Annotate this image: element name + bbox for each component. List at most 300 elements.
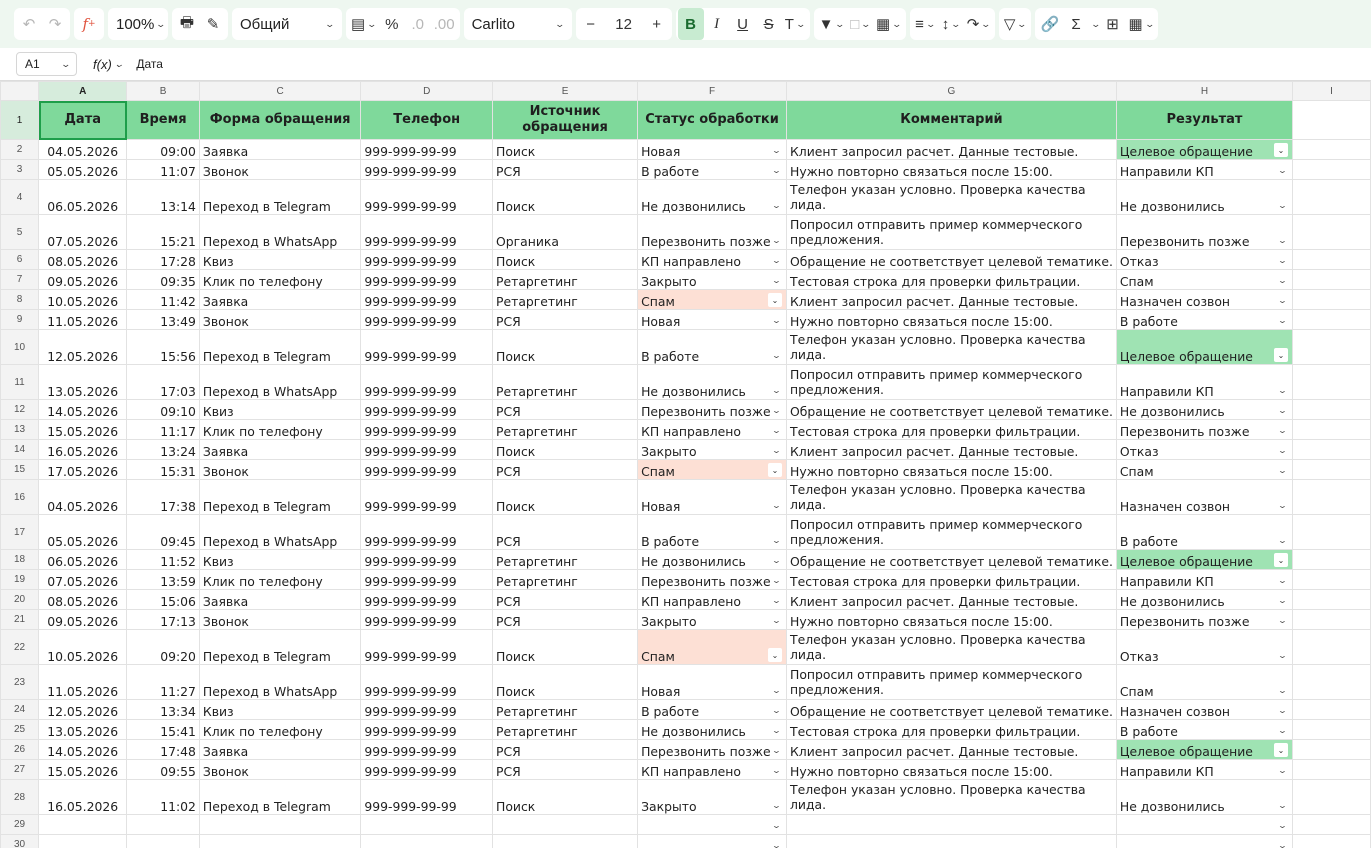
cell-source[interactable]: Поиск [493, 665, 638, 700]
cell-time[interactable]: 17:48 [127, 740, 200, 760]
cell-source[interactable]: Ретаргетинг [493, 720, 638, 740]
cell-phone[interactable]: 999-999-99-99 [361, 610, 493, 630]
cell-phone[interactable]: 999-999-99-99 [361, 460, 493, 480]
column-header[interactable]: A [39, 82, 127, 101]
row-number[interactable]: 26 [1, 740, 39, 760]
cell-form[interactable] [199, 835, 361, 848]
dropdown-arrow-icon[interactable]: ⌄ [1277, 651, 1288, 660]
dropdown-arrow-icon[interactable]: ⌄ [1277, 201, 1288, 210]
header-cell-form[interactable]: Форма обращения [199, 101, 361, 140]
cell-phone[interactable]: 999-999-99-99 [361, 550, 493, 570]
cell-time[interactable]: 13:24 [127, 440, 200, 460]
cell-phone[interactable]: 999-999-99-99 [361, 330, 493, 365]
cell-date[interactable]: 17.05.2026 [39, 460, 127, 480]
cell-source[interactable]: РСЯ [493, 160, 638, 180]
cell-status[interactable] [638, 760, 787, 780]
empty-cell[interactable] [1293, 835, 1371, 848]
cell-time[interactable]: 09:35 [127, 270, 200, 290]
table-icon[interactable]: ▦ ⌄ [1128, 16, 1155, 33]
cell-status[interactable] [638, 480, 787, 515]
cell-time[interactable]: 17:13 [127, 610, 200, 630]
cell-time[interactable]: 09:55 [127, 760, 200, 780]
dropdown-arrow-icon[interactable]: ⌄ [1277, 536, 1288, 545]
cell-date[interactable]: 10.05.2026 [39, 630, 127, 665]
cell-comment[interactable]: Телефон указан условно. Проверка качества лида. [787, 330, 1117, 365]
cell-comment[interactable]: Клиент запросил расчет. Данные тестовые. [787, 440, 1117, 460]
cell-source[interactable] [493, 835, 638, 848]
cell-comment[interactable]: Попросил отправить пример коммерческого предложения. [787, 665, 1117, 700]
dropdown-arrow-icon[interactable]: ⌄ [1277, 686, 1288, 695]
header-cell-time[interactable]: Время [127, 101, 200, 140]
cell-date[interactable]: 07.05.2026 [39, 570, 127, 590]
cell-phone[interactable]: 999-999-99-99 [361, 290, 493, 310]
row-number[interactable]: 14 [1, 440, 39, 460]
row-number[interactable]: 23 [1, 665, 39, 700]
cell-comment[interactable]: Тестовая строка для проверки фильтрации. [787, 570, 1117, 590]
column-header[interactable]: C [199, 82, 361, 101]
empty-cell[interactable] [1293, 250, 1371, 270]
cell-form[interactable]: Переход в Telegram [199, 780, 361, 815]
dropdown-arrow-icon[interactable]: ⌄ [1277, 466, 1288, 475]
cell-phone[interactable]: 999-999-99-99 [361, 780, 493, 815]
link-icon[interactable]: 🔗 [1040, 16, 1060, 33]
row-number[interactable]: 24 [1, 700, 39, 720]
cell-result[interactable] [1116, 215, 1292, 250]
filter-icon[interactable]: ▽ ⌄ [1003, 16, 1028, 33]
dropdown-arrow-icon[interactable]: ⌄ [771, 686, 782, 695]
cell-result[interactable] [1116, 365, 1292, 400]
cell-comment[interactable]: Попросил отправить пример коммерческого предложения. [787, 215, 1117, 250]
cell-comment[interactable]: Нужно повторно связаться после 15:00. [787, 460, 1117, 480]
cell-date[interactable]: 13.05.2026 [39, 720, 127, 740]
cell-source[interactable]: Поиск [493, 250, 638, 270]
cell-result[interactable] [1116, 420, 1292, 440]
cell-status[interactable] [638, 460, 787, 480]
empty-cell[interactable] [1293, 480, 1371, 515]
cell-comment[interactable]: Клиент запросил расчет. Данные тестовые. [787, 290, 1117, 310]
column-header[interactable]: D [361, 82, 493, 101]
cell-phone[interactable]: 999-999-99-99 [361, 515, 493, 550]
dropdown-arrow-icon[interactable]: ⌄ [768, 648, 782, 662]
column-header[interactable]: E [493, 82, 638, 101]
cell-source[interactable]: РСЯ [493, 610, 638, 630]
empty-cell[interactable] [1293, 400, 1371, 420]
cell-phone[interactable] [361, 815, 493, 835]
cell-phone[interactable]: 999-999-99-99 [361, 160, 493, 180]
increase-decimal-icon[interactable]: .00 [433, 15, 455, 33]
dropdown-arrow-icon[interactable]: ⌄ [771, 766, 782, 775]
cell-comment[interactable]: Клиент запросил расчет. Данные тестовые. [787, 140, 1117, 160]
empty-cell[interactable] [1293, 630, 1371, 665]
strikethrough-button[interactable]: S [763, 15, 774, 33]
cell-source[interactable]: РСЯ [493, 460, 638, 480]
cell-phone[interactable]: 999-999-99-99 [361, 180, 493, 215]
cell-status[interactable] [638, 665, 787, 700]
italic-button[interactable]: I [714, 15, 720, 32]
cell-result[interactable] [1116, 665, 1292, 700]
dropdown-arrow-icon[interactable]: ⌄ [1277, 406, 1288, 415]
cell-date[interactable]: 16.05.2026 [39, 780, 127, 815]
empty-cell[interactable] [1293, 330, 1371, 365]
empty-cell[interactable] [1293, 140, 1371, 160]
cell-date[interactable]: 11.05.2026 [39, 310, 127, 330]
empty-cell[interactable] [1293, 101, 1371, 140]
dropdown-arrow-icon[interactable]: ⌄ [1274, 553, 1288, 567]
cell-source[interactable]: РСЯ [493, 590, 638, 610]
cell-result[interactable] [1116, 550, 1292, 570]
cell-status[interactable] [638, 420, 787, 440]
cell-status[interactable] [638, 835, 787, 848]
cell-time[interactable]: 15:21 [127, 215, 200, 250]
cell-source[interactable]: Ретаргетинг [493, 550, 638, 570]
formula-input[interactable]: Дата [136, 57, 163, 71]
dropdown-arrow-icon[interactable]: ⌄ [1277, 821, 1288, 830]
dropdown-arrow-icon[interactable]: ⌄ [1277, 386, 1288, 395]
empty-cell[interactable] [1293, 590, 1371, 610]
cell-time[interactable]: 09:10 [127, 400, 200, 420]
row-number[interactable]: 11 [1, 365, 39, 400]
cell-result[interactable] [1116, 700, 1292, 720]
cell-source[interactable]: РСЯ [493, 400, 638, 420]
dropdown-arrow-icon[interactable]: ⌄ [1277, 426, 1288, 435]
cell-time[interactable]: 09:00 [127, 140, 200, 160]
cell-time[interactable]: 09:20 [127, 630, 200, 665]
dropdown-arrow-icon[interactable]: ⌄ [771, 576, 782, 585]
cell-result[interactable] [1116, 740, 1292, 760]
dropdown-arrow-icon[interactable]: ⌄ [771, 256, 782, 265]
increase-font-size-button[interactable]: + [652, 15, 661, 33]
dropdown-arrow-icon[interactable]: ⌄ [771, 406, 782, 415]
cell-result[interactable] [1116, 815, 1292, 835]
cell-form[interactable]: Клик по телефону [199, 570, 361, 590]
empty-cell[interactable] [1293, 440, 1371, 460]
dropdown-arrow-icon[interactable]: ⌄ [771, 201, 782, 210]
row-number[interactable]: 22 [1, 630, 39, 665]
row-number[interactable]: 2 [1, 140, 39, 160]
cell-result[interactable] [1116, 290, 1292, 310]
number-format-select[interactable] [232, 8, 342, 40]
dropdown-arrow-icon[interactable]: ⌄ [1277, 316, 1288, 325]
cell-comment[interactable]: Обращение не соответствует целевой тематике. [787, 250, 1117, 270]
dropdown-arrow-icon[interactable]: ⌄ [1277, 256, 1288, 265]
bold-button[interactable]: B [678, 8, 704, 40]
cell-phone[interactable] [361, 835, 493, 848]
empty-cell[interactable] [1293, 760, 1371, 780]
cell-source[interactable]: Поиск [493, 630, 638, 665]
dropdown-arrow-icon[interactable]: ⌄ [771, 276, 782, 285]
cell-time[interactable]: 17:38 [127, 480, 200, 515]
cell-source[interactable]: Поиск [493, 440, 638, 460]
cell-source[interactable] [493, 815, 638, 835]
cell-status[interactable] [638, 440, 787, 460]
empty-cell[interactable] [1293, 215, 1371, 250]
empty-cell[interactable] [1293, 740, 1371, 760]
cell-result[interactable] [1116, 515, 1292, 550]
dropdown-arrow-icon[interactable]: ⌄ [771, 351, 782, 360]
column-header[interactable]: G [787, 82, 1117, 101]
cell-phone[interactable]: 999-999-99-99 [361, 700, 493, 720]
row-number[interactable]: 3 [1, 160, 39, 180]
cell-source[interactable]: Ретаргетинг [493, 290, 638, 310]
cell-source[interactable]: Ретаргетинг [493, 270, 638, 290]
cell-time[interactable]: 17:28 [127, 250, 200, 270]
header-cell-status[interactable]: Статус обработки [638, 101, 787, 140]
cell-status[interactable] [638, 570, 787, 590]
dropdown-arrow-icon[interactable]: ⌄ [771, 556, 782, 565]
merge-cells-icon[interactable]: □ ⌄ [850, 15, 872, 33]
empty-cell[interactable] [1293, 270, 1371, 290]
row-number[interactable]: 19 [1, 570, 39, 590]
dropdown-arrow-icon[interactable]: ⌄ [771, 236, 782, 245]
empty-cell[interactable] [1293, 460, 1371, 480]
cell-phone[interactable]: 999-999-99-99 [361, 365, 493, 400]
empty-cell[interactable] [1293, 310, 1371, 330]
dropdown-arrow-icon[interactable]: ⌄ [771, 316, 782, 325]
cell-time[interactable]: 15:41 [127, 720, 200, 740]
cell-result[interactable] [1116, 720, 1292, 740]
cell-status[interactable] [638, 740, 787, 760]
row-number[interactable]: 17 [1, 515, 39, 550]
cell-status[interactable] [638, 140, 787, 160]
dropdown-arrow-icon[interactable]: ⌄ [771, 821, 782, 830]
cell-comment[interactable]: Телефон указан условно. Проверка качества лида. [787, 630, 1117, 665]
empty-cell[interactable] [1293, 815, 1371, 835]
cell-source[interactable]: Ретаргетинг [493, 570, 638, 590]
cell-result[interactable] [1116, 440, 1292, 460]
row-number[interactable]: 13 [1, 420, 39, 440]
header-cell-source[interactable]: Источник обращения [493, 101, 638, 140]
cell-form[interactable]: Звонок [199, 760, 361, 780]
cell-phone[interactable]: 999-999-99-99 [361, 760, 493, 780]
font-size-value[interactable]: 12 [615, 15, 632, 33]
cell-date[interactable]: 10.05.2026 [39, 290, 127, 310]
cell-time[interactable]: 15:06 [127, 590, 200, 610]
cell-comment[interactable]: Тестовая строка для проверки фильтрации. [787, 270, 1117, 290]
cell-result[interactable] [1116, 630, 1292, 665]
cell-comment[interactable]: Обращение не соответствует целевой тематике. [787, 400, 1117, 420]
cell-form[interactable] [199, 815, 361, 835]
cell-source[interactable]: Ретаргетинг [493, 420, 638, 440]
cell-form[interactable]: Квиз [199, 700, 361, 720]
row-number[interactable]: 8 [1, 290, 39, 310]
cell-status[interactable] [638, 330, 787, 365]
cell-comment[interactable]: Клиент запросил расчет. Данные тестовые. [787, 740, 1117, 760]
cell-source[interactable]: Ретаргетинг [493, 365, 638, 400]
undo-icon[interactable]: ↶ [22, 16, 36, 33]
cell-source[interactable]: Поиск [493, 480, 638, 515]
empty-cell[interactable] [1293, 550, 1371, 570]
print-icon[interactable]: 🖶 [179, 13, 195, 31]
cell-status[interactable] [638, 270, 787, 290]
row-number[interactable]: 12 [1, 400, 39, 420]
cell-comment[interactable]: Обращение не соответствует целевой тематике. [787, 700, 1117, 720]
cell-status[interactable] [638, 700, 787, 720]
vertical-align-icon[interactable]: ↕ ⌄ [941, 15, 962, 33]
dropdown-arrow-icon[interactable]: ⌄ [1277, 766, 1288, 775]
dropdown-arrow-icon[interactable]: ⌄ [771, 166, 782, 175]
cell-date[interactable]: 09.05.2026 [39, 270, 127, 290]
redo-icon[interactable]: ↷ [48, 16, 62, 33]
cell-result[interactable] [1116, 400, 1292, 420]
dropdown-arrow-icon[interactable]: ⌄ [1277, 296, 1288, 305]
cell-phone[interactable]: 999-999-99-99 [361, 215, 493, 250]
row-number[interactable]: 10 [1, 330, 39, 365]
cell-phone[interactable]: 999-999-99-99 [361, 270, 493, 290]
cell-comment[interactable]: Попросил отправить пример коммерческого предложения. [787, 515, 1117, 550]
percent-icon[interactable]: % [385, 15, 399, 33]
cell-phone[interactable]: 999-999-99-99 [361, 250, 493, 270]
dropdown-arrow-icon[interactable]: ⌄ [771, 616, 782, 625]
dropdown-arrow-icon[interactable]: ⌄ [1277, 501, 1288, 510]
cell-form[interactable]: Квиз [199, 550, 361, 570]
cell-phone[interactable]: 999-999-99-99 [361, 665, 493, 700]
cell-comment[interactable] [787, 815, 1117, 835]
row-number[interactable]: 29 [1, 815, 39, 835]
cell-form[interactable]: Звонок [199, 310, 361, 330]
row-number[interactable]: 6 [1, 250, 39, 270]
cell-date[interactable]: 04.05.2026 [39, 140, 127, 160]
cell-date[interactable]: 13.05.2026 [39, 365, 127, 400]
cell-form[interactable]: Переход в WhatsApp [199, 365, 361, 400]
text-color-icon[interactable]: T ⌄ [784, 15, 806, 33]
row-number[interactable]: 4 [1, 180, 39, 215]
cell-form[interactable]: Заявка [199, 740, 361, 760]
empty-cell[interactable] [1293, 570, 1371, 590]
column-header[interactable]: F [638, 82, 787, 101]
cell-source[interactable]: РСЯ [493, 310, 638, 330]
name-box[interactable] [16, 52, 77, 76]
cell-form[interactable]: Клик по телефону [199, 420, 361, 440]
cell-result[interactable] [1116, 760, 1292, 780]
cell-comment[interactable]: Нужно повторно связаться после 15:00. [787, 160, 1117, 180]
cell-status[interactable] [638, 400, 787, 420]
cell-time[interactable]: 15:31 [127, 460, 200, 480]
cell-comment[interactable]: Телефон указан условно. Проверка качества лида. [787, 480, 1117, 515]
cell-date[interactable]: 14.05.2026 [39, 740, 127, 760]
cell-date[interactable]: 16.05.2026 [39, 440, 127, 460]
header-cell-date[interactable]: Дата [39, 101, 127, 140]
cell-status[interactable] [638, 630, 787, 665]
dropdown-arrow-icon[interactable]: ⌄ [771, 501, 782, 510]
dropdown-arrow-icon[interactable]: ⌄ [1274, 348, 1288, 362]
sum-icon[interactable]: Σ [1071, 15, 1081, 33]
dropdown-arrow-icon[interactable]: ⌄ [1277, 616, 1288, 625]
cell-status[interactable] [638, 550, 787, 570]
cell-comment[interactable]: Нужно повторно связаться после 15:00. [787, 760, 1117, 780]
cell-time[interactable]: 13:14 [127, 180, 200, 215]
cell-form[interactable]: Заявка [199, 440, 361, 460]
cell-form[interactable]: Звонок [199, 160, 361, 180]
cell-comment[interactable]: Тестовая строка для проверки фильтрации. [787, 720, 1117, 740]
cell-status[interactable] [638, 815, 787, 835]
row-number[interactable]: 7 [1, 270, 39, 290]
cell-form[interactable]: Переход в Telegram [199, 630, 361, 665]
dropdown-arrow-icon[interactable]: ⌄ [1277, 276, 1288, 285]
dropdown-arrow-icon[interactable]: ⌄ [771, 426, 782, 435]
empty-cell[interactable] [1293, 665, 1371, 700]
empty-cell[interactable] [1293, 610, 1371, 630]
dropdown-arrow-icon[interactable]: ⌄ [1277, 726, 1288, 735]
row-number[interactable]: 30 [1, 835, 39, 848]
cell-time[interactable]: 15:56 [127, 330, 200, 365]
cell-comment[interactable]: Тестовая строка для проверки фильтрации. [787, 420, 1117, 440]
header-cell-comment[interactable]: Комментарий [787, 101, 1117, 140]
zoom-select[interactable] [108, 8, 168, 40]
cell-comment[interactable]: Телефон указан условно. Проверка качества лида. [787, 180, 1117, 215]
cell-time[interactable]: 13:34 [127, 700, 200, 720]
row-number[interactable]: 9 [1, 310, 39, 330]
cell-date[interactable] [39, 835, 127, 848]
row-number[interactable]: 28 [1, 780, 39, 815]
cell-form[interactable]: Переход в WhatsApp [199, 515, 361, 550]
currency-icon[interactable]: ▤ ⌄ [351, 16, 378, 33]
dropdown-arrow-icon[interactable]: ⌄ [1277, 446, 1288, 455]
header-cell-phone[interactable]: Телефон [361, 101, 493, 140]
cell-time[interactable]: 11:02 [127, 780, 200, 815]
cell-date[interactable]: 11.05.2026 [39, 665, 127, 700]
cell-phone[interactable]: 999-999-99-99 [361, 310, 493, 330]
cell-source[interactable]: Поиск [493, 330, 638, 365]
cell-result[interactable] [1116, 140, 1292, 160]
cell-status[interactable] [638, 215, 787, 250]
row-number[interactable]: 1 [1, 101, 39, 140]
font-select[interactable] [464, 8, 572, 40]
dropdown-arrow-icon[interactable]: ⌄ [771, 536, 782, 545]
header-cell-result[interactable]: Результат [1116, 101, 1292, 140]
cell-time[interactable]: 11:42 [127, 290, 200, 310]
cell-form[interactable]: Заявка [199, 590, 361, 610]
cell-phone[interactable]: 999-999-99-99 [361, 480, 493, 515]
cell-form[interactable]: Клик по телефону [199, 270, 361, 290]
cell-phone[interactable]: 999-999-99-99 [361, 420, 493, 440]
dropdown-arrow-icon[interactable]: ⌄ [771, 746, 782, 755]
text-wrap-icon[interactable]: ↷ ⌄ [966, 16, 992, 33]
cell-status[interactable] [638, 180, 787, 215]
dropdown-arrow-icon[interactable]: ⌄ [1277, 801, 1288, 810]
row-number[interactable]: 16 [1, 480, 39, 515]
row-number[interactable]: 27 [1, 760, 39, 780]
row-number[interactable]: 21 [1, 610, 39, 630]
function-button[interactable] [93, 57, 122, 72]
empty-cell[interactable] [1293, 515, 1371, 550]
row-number[interactable]: 18 [1, 550, 39, 570]
row-number[interactable]: 20 [1, 590, 39, 610]
cell-comment[interactable]: Нужно повторно связаться после 15:00. [787, 310, 1117, 330]
cell-phone[interactable]: 999-999-99-99 [361, 570, 493, 590]
decrease-decimal-icon[interactable]: .0 [411, 15, 424, 33]
dropdown-arrow-icon[interactable]: ⌄ [771, 446, 782, 455]
cell-phone[interactable]: 999-999-99-99 [361, 440, 493, 460]
cell-status[interactable] [638, 250, 787, 270]
cell-date[interactable]: 04.05.2026 [39, 480, 127, 515]
cell-date[interactable]: 08.05.2026 [39, 590, 127, 610]
cell-time[interactable]: 17:03 [127, 365, 200, 400]
cell-result[interactable] [1116, 835, 1292, 848]
empty-cell[interactable] [1293, 180, 1371, 215]
borders-icon[interactable]: ▦ ⌄ [876, 16, 903, 33]
cell-form[interactable]: Переход в WhatsApp [199, 215, 361, 250]
dropdown-arrow-icon[interactable]: ⌄ [771, 726, 782, 735]
empty-cell[interactable] [1293, 365, 1371, 400]
cell-source[interactable]: Поиск [493, 140, 638, 160]
cell-date[interactable]: 12.05.2026 [39, 700, 127, 720]
row-number[interactable]: 5 [1, 215, 39, 250]
cell-result[interactable] [1116, 590, 1292, 610]
dropdown-arrow-icon[interactable]: ⌄ [768, 463, 782, 477]
cell-time[interactable]: 11:27 [127, 665, 200, 700]
cell-time[interactable]: 13:49 [127, 310, 200, 330]
cell-form[interactable]: Клик по телефону [199, 720, 361, 740]
